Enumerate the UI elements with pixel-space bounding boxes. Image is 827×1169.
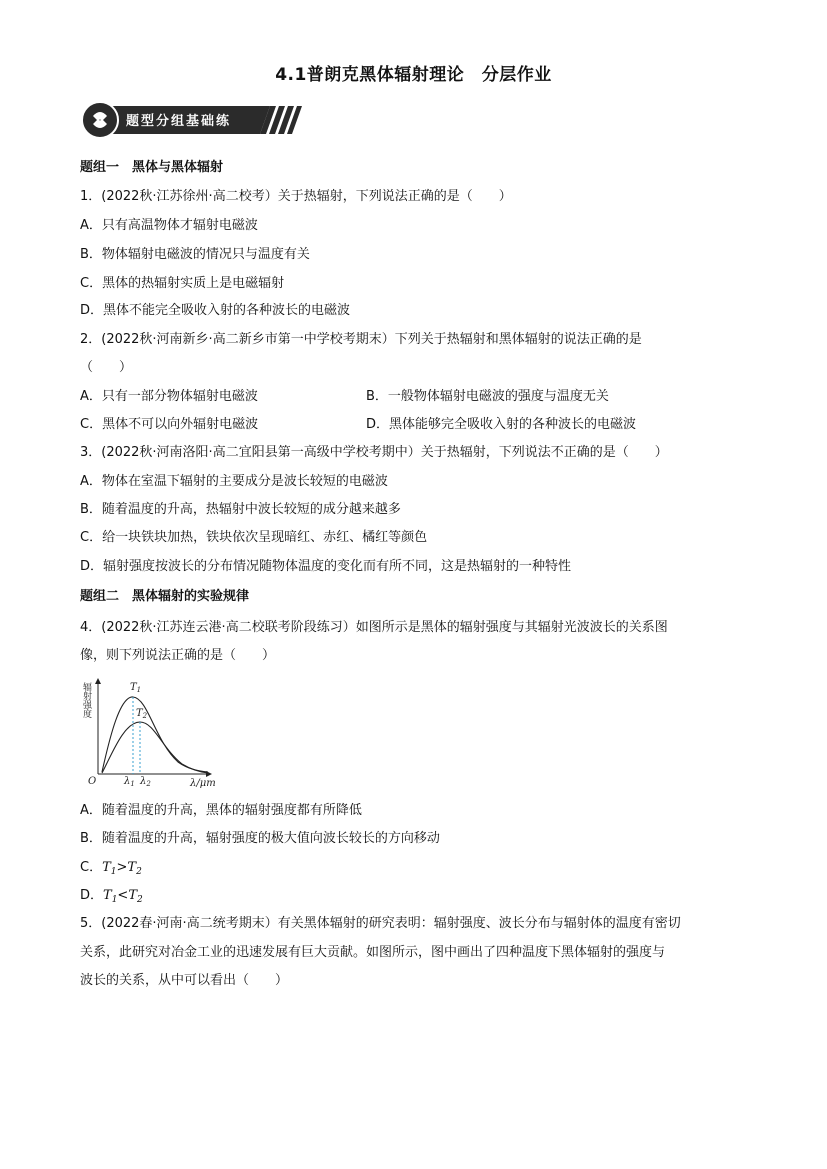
q4-option-d-prefix: D． [80,888,104,903]
page-title: 4.1普朗克黑体辐射理论 分层作业 [275,65,552,85]
q5-line3: 波长的关系，从中可以看出（ ） [80,973,289,988]
curve-t1 [102,697,208,772]
graph-y-arrow-icon [95,678,101,684]
graph-x-label: λ/μm [190,778,216,788]
curve-t1-label: $T_1$ [130,682,142,694]
graph-y-label: 辐射强度 [81,682,91,718]
group2-heading: 题组二 黑体辐射的实验规律 [80,589,250,604]
section-banner [80,100,302,140]
q4-option-c-op: > [116,860,128,875]
peak1-label: $\lambda_1$ [124,776,135,788]
q3-option-b[interactable]: B．随着温度的升高，热辐射中波长较短的成分越来越多 [80,502,401,517]
q3-stem: 3．(2022秋·河南洛阳·高二宜阳县第一高级中学校考期中）关于热辐射，下列说法不正确的是（ ） [80,445,668,460]
q1-option-c[interactable]: C．黑体的热辐射实质上是电磁辐射 [80,276,285,291]
q4-option-c-t1: T [102,860,111,875]
curve-t2-label: $T_2$ [136,708,148,720]
q2-stem-cont: （ ） [80,360,133,375]
q4-option-c-t2: T [127,860,137,875]
q4-option-d-op: < [117,888,129,903]
q4-stem: 4．(2022秋·江苏连云港·高二校联考阶段练习）如图所示是黑体的辐射强度与其辐射光波波长的关系图 [80,620,668,635]
q1-option-d[interactable]: D．黑体不能完全吸收入射的各种波长的电磁波 [80,303,351,318]
q2-option-a[interactable]: A．只有一部分物体辐射电磁波 [80,389,258,404]
q4-option-d-s2: 2 [137,895,143,905]
peak2-label: $\lambda_2$ [140,776,151,788]
q3-option-d[interactable]: D．辐射强度按波长的分布情况随物体温度的变化而有所不同，这是热辐射的一种特性 [80,559,572,574]
q1-stem: 1．(2022秋·江苏徐州·高二校考）关于热辐射，下列说法正确的是（ ） [80,189,512,204]
q5-line2: 关系，此研究对冶金工业的迅速发展有巨大贡献。如图所示，图中画出了四种温度下黑体辐射的强度与 [80,945,666,960]
q4-option-c[interactable] [80,859,142,881]
q3-option-c[interactable]: C．给一块铁块加热，铁块依次呈现暗红、赤红、橘红等颜色 [80,530,428,545]
q4-option-c-prefix: C． [80,860,103,875]
q4-option-c-s1: 1 [110,867,117,877]
q4-option-d-t1: T [103,888,112,903]
q2-option-b[interactable]: B．一般物体辐射电磁波的强度与温度无关 [366,389,609,404]
q4-option-d-t2: T [128,888,137,903]
q4-stem-cont: 像，则下列说法正确的是（ ） [80,648,276,663]
q4-option-b[interactable]: B．随着温度的升高，辐射强度的极大值向波长较长的方向移动 [80,831,440,846]
q2-stem: 2．(2022秋·河南新乡·高二新乡市第一中学校考期末）下列关于热辐射和黑体辐射的说法正确的是 [80,332,642,347]
q2-option-d[interactable]: D．黑体能够完全吸收入射的各种波长的电磁波 [366,417,637,432]
q1-option-a[interactable]: A．只有高温物体才辐射电磁波 [80,218,258,233]
q4-option-d-s1: 1 [111,895,118,905]
group1-heading: 题组一 黑体与黑体辐射 [80,160,224,175]
q3-option-a[interactable]: A．物体在室温下辐射的主要成分是波长较短的电磁波 [80,474,388,489]
q4-option-a[interactable]: A．随着温度的升高，黑体的辐射强度都有所降低 [80,803,362,818]
banner-label: 题型分组基础练 [126,114,232,129]
q2-option-c[interactable]: C．黑体不可以向外辐射电磁波 [80,417,259,432]
q1-option-b[interactable]: B．物体辐射电磁波的情况只与温度有关 [80,247,310,262]
q4-option-c-s2: 2 [136,867,142,877]
q5-line1: 5．(2022春·河南·高二统考期末）有关黑体辐射的研究表明：辐射强度、波长分布与辐射体的温度有密切 [80,916,681,931]
curve-t2 [102,722,208,773]
q4-radiation-graph [80,676,220,788]
graph-origin: O [88,776,97,787]
q4-option-d[interactable] [80,887,143,909]
